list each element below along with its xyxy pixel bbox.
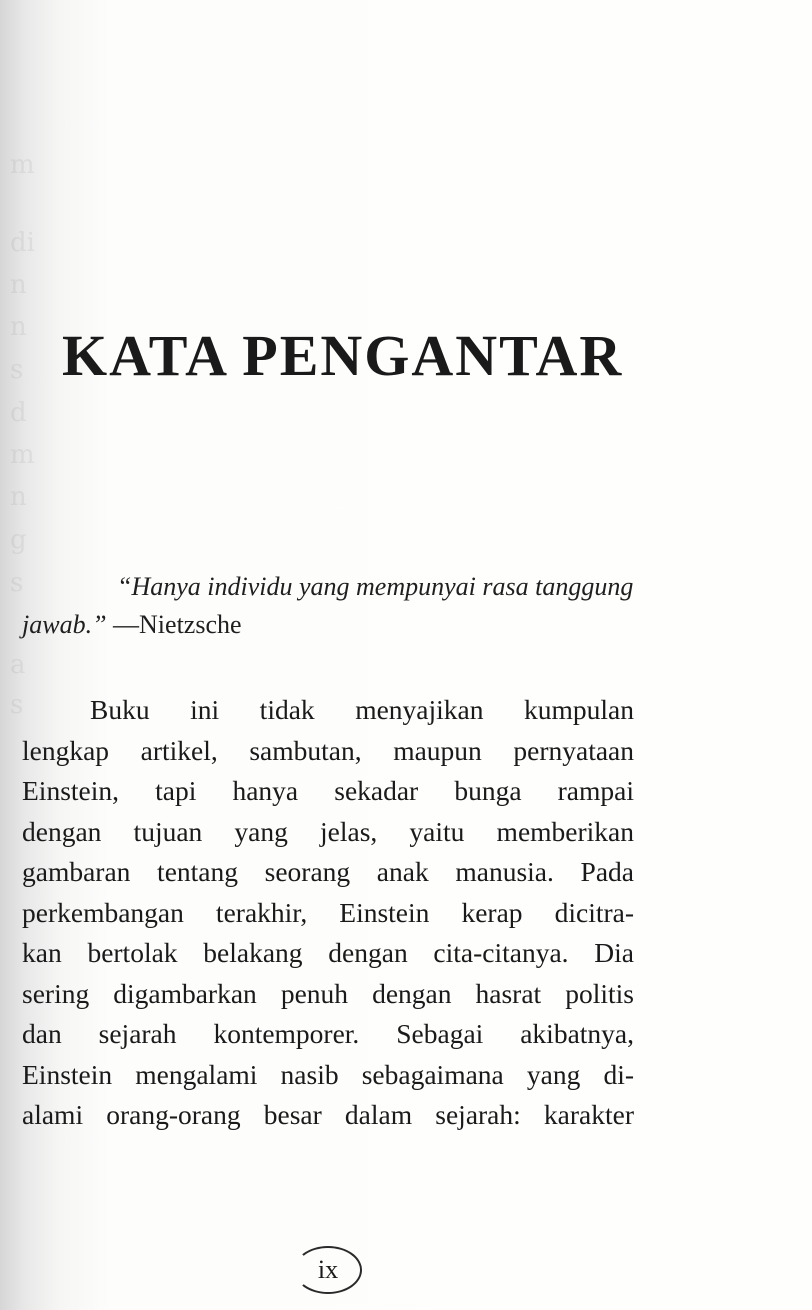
body-line: dan sejarah kontemporer. Sebagai akibatnya, <box>22 1018 634 1049</box>
chapter-title: KATA PENGANTAR <box>62 323 624 388</box>
body-line: dengan tujuan yang jelas, yaitu memberikan <box>22 815 634 847</box>
body-line: alami orang-orang besar dalam sejarah: karakter <box>22 1099 634 1130</box>
epigraph-quote-line-2-container <box>22 606 636 644</box>
body-line: kan bertolak belakang dengan cita-citanya. Dia <box>22 937 634 968</box>
body-line: perkembangan terakhir, Einstein kerap dicitra- <box>22 896 634 928</box>
epigraph-attribution: —Nietzsche <box>106 610 242 639</box>
body-line: sering digambarkan penuh dengan hasrat politis <box>22 977 634 1009</box>
epigraph-quote-line-1: “Hanya individu yang mempunyai rasa tanggung <box>117 572 634 601</box>
page-number: ix <box>294 1246 362 1294</box>
body-paragraph <box>22 690 634 1136</box>
epigraph <box>22 568 636 644</box>
facing-page-bleed-through: m di n n s d m n g s a s <box>10 150 35 720</box>
body-line: gambaran tentang seorang anak manusia. Pada <box>22 856 634 887</box>
body-line: Einstein, tapi hanya sekadar bunga rampai <box>22 775 634 806</box>
body-line: Buku ini tidak menyajikan kumpulan <box>90 694 634 725</box>
body-line: lengkap artikel, sambutan, maupun pernyataan <box>22 734 634 766</box>
epigraph-quote-line-2: jawab.” <box>22 610 107 639</box>
body-line: Einstein mengalami nasib sebagaimana yang di- <box>22 1058 634 1090</box>
